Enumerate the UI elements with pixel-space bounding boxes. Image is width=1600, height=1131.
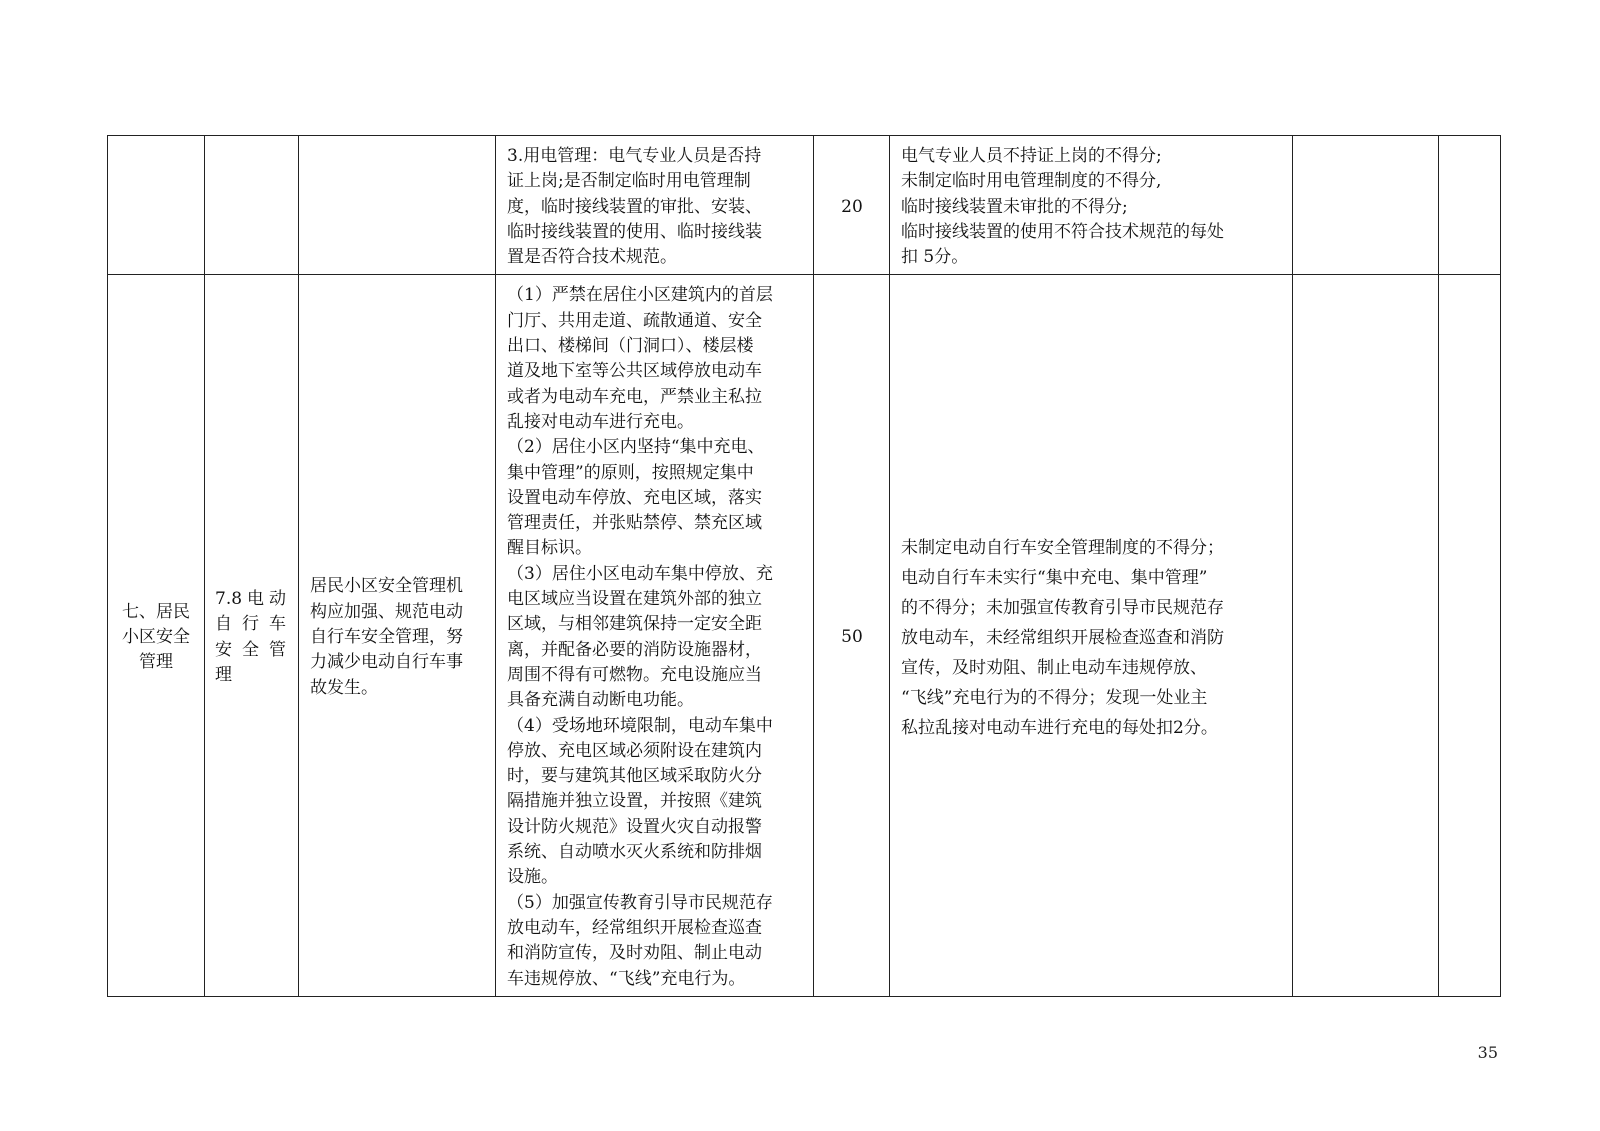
content-line: （1）严禁在居住小区建筑内的首层 (507, 285, 773, 306)
content-line: 周围不得有可燃物。充电设施应当 (507, 664, 762, 685)
criteria-cell (890, 275, 1293, 996)
content-line: 车违规停放、“飞线”充电行为。 (507, 968, 746, 989)
content-line: 停放、充电区域必须附设在建筑内 (507, 740, 762, 761)
category-line: 小区安全 (122, 626, 190, 647)
content-line: 集中管理”的原则，按照规定集中 (507, 462, 754, 483)
criteria-line: 放电动车，未经常组织开展检查巡查和消防 (901, 627, 1224, 648)
content-line: 离，并配备必要的消防设施器材， (507, 639, 762, 660)
blank-cell (1439, 275, 1501, 996)
requirement-line: 力减少电动自行车事 (310, 652, 463, 673)
item-line: 安全管 (215, 639, 286, 660)
content-line: 系统、自动喷水灭火系统和防排烟 (507, 842, 762, 863)
requirement-line: 故发生。 (310, 677, 378, 698)
score-cell: 50 (814, 275, 890, 996)
criteria-line: 扣 5分。 (901, 247, 969, 268)
content-cell (496, 275, 814, 996)
requirement-cell (299, 136, 496, 275)
blank-cell (1439, 136, 1501, 275)
content-line: 设施。 (507, 867, 558, 888)
content-line: 设置电动车停放、充电区域，落实 (507, 487, 762, 508)
requirement-cell (299, 275, 496, 996)
item-line: 理 (215, 664, 232, 685)
category-cell (108, 275, 205, 996)
content-line: （4）受场地环境限制，电动车集中 (507, 715, 773, 736)
content-line: 区域，与相邻建筑保持一定安全距 (507, 614, 762, 635)
content-line: 置是否符合技术规范。 (507, 247, 677, 268)
item-cell (205, 136, 299, 275)
content-line: 乱接对电动车进行充电。 (507, 411, 694, 432)
requirement-line: 构应加强、规范电动 (310, 601, 463, 622)
content-line: 电区域应当设置在建筑外部的独立 (507, 589, 762, 610)
content-line: 度，临时接线装置的审批、安装、 (507, 196, 762, 217)
page-number: 35 (1477, 1043, 1498, 1062)
assessment-table (107, 135, 1501, 997)
requirement-line: 居民小区安全管理机 (310, 576, 463, 597)
category-line: 管理 (139, 652, 173, 673)
content-line: 醒目标识。 (507, 538, 592, 559)
content-line: 放电动车，经常组织开展检查巡查 (507, 917, 762, 938)
criteria-line: 电动自行车未实行“集中充电、集中管理” (901, 567, 1208, 588)
criteria-line: 未制定电动自行车安全管理制度的不得分； (901, 537, 1224, 558)
requirement-line: 自行车安全管理，努 (310, 626, 463, 647)
score-cell: 20 (814, 136, 890, 275)
content-line: 出口、楼梯间（门洞口）、楼层楼 (507, 336, 754, 357)
content-line: 管理责任，并张贴禁停、禁充区域 (507, 513, 762, 534)
content-line: 具备充满自动断电功能。 (507, 690, 694, 711)
content-line: （2）居住小区内坚持“集中充电、 (507, 437, 765, 458)
content-line: 道及地下室等公共区域停放电动车 (507, 361, 762, 382)
item-cell (205, 275, 299, 996)
criteria-line: 私拉乱接对电动车进行充电的每处扣2分。 (901, 717, 1218, 738)
criteria-line: 的不得分；未加强宣传教育引导市民规范存 (901, 597, 1224, 618)
content-line: 或者为电动车充电，严禁业主私拉 (507, 386, 762, 407)
table-row (108, 136, 1501, 275)
category-cell (108, 136, 205, 275)
item-line: 7.8电动 (215, 589, 286, 610)
content-cell (496, 136, 814, 275)
content-line: （5）加强宣传教育引导市民规范存 (507, 892, 773, 913)
content-line: 时，要与建筑其他区域采取防火分 (507, 766, 762, 787)
content-line: （3）居住小区电动车集中停放、充 (507, 563, 773, 584)
content-line: 临时接线装置的使用、临时接线装 (507, 221, 762, 242)
content-line: 和消防宣传，及时劝阻、制止电动 (507, 943, 762, 964)
category-line: 七、居民 (122, 601, 190, 622)
blank-cell (1293, 275, 1439, 996)
criteria-line: 宣传，及时劝阻、制止电动车违规停放、 (901, 657, 1207, 678)
content-line: 隔措施并独立设置，并按照《建筑 (507, 791, 762, 812)
content-line: 门厅、共用走道、疏散通道、安全 (507, 310, 762, 331)
content-line: 证上岗;是否制定临时用电管理制 (507, 171, 751, 192)
criteria-line: 临时接线装置未审批的不得分; (901, 196, 1128, 217)
item-line: 自行车 (215, 614, 286, 635)
criteria-line: “飞线”充电行为的不得分；发现一处业主 (901, 687, 1208, 708)
criteria-line: 未制定临时用电管理制度的不得分, (901, 171, 1162, 192)
content-line: 设计防火规范》设置火灾自动报警 (507, 816, 762, 837)
criteria-line: 电气专业人员不持证上岗的不得分; (901, 146, 1162, 166)
content-line: 3.用电管理：电气专业人员是否持 (507, 146, 762, 166)
criteria-cell (890, 136, 1293, 275)
criteria-line: 临时接线装置的使用不符合技术规范的每处 (901, 221, 1224, 242)
blank-cell (1293, 136, 1439, 275)
table-row (108, 275, 1501, 996)
